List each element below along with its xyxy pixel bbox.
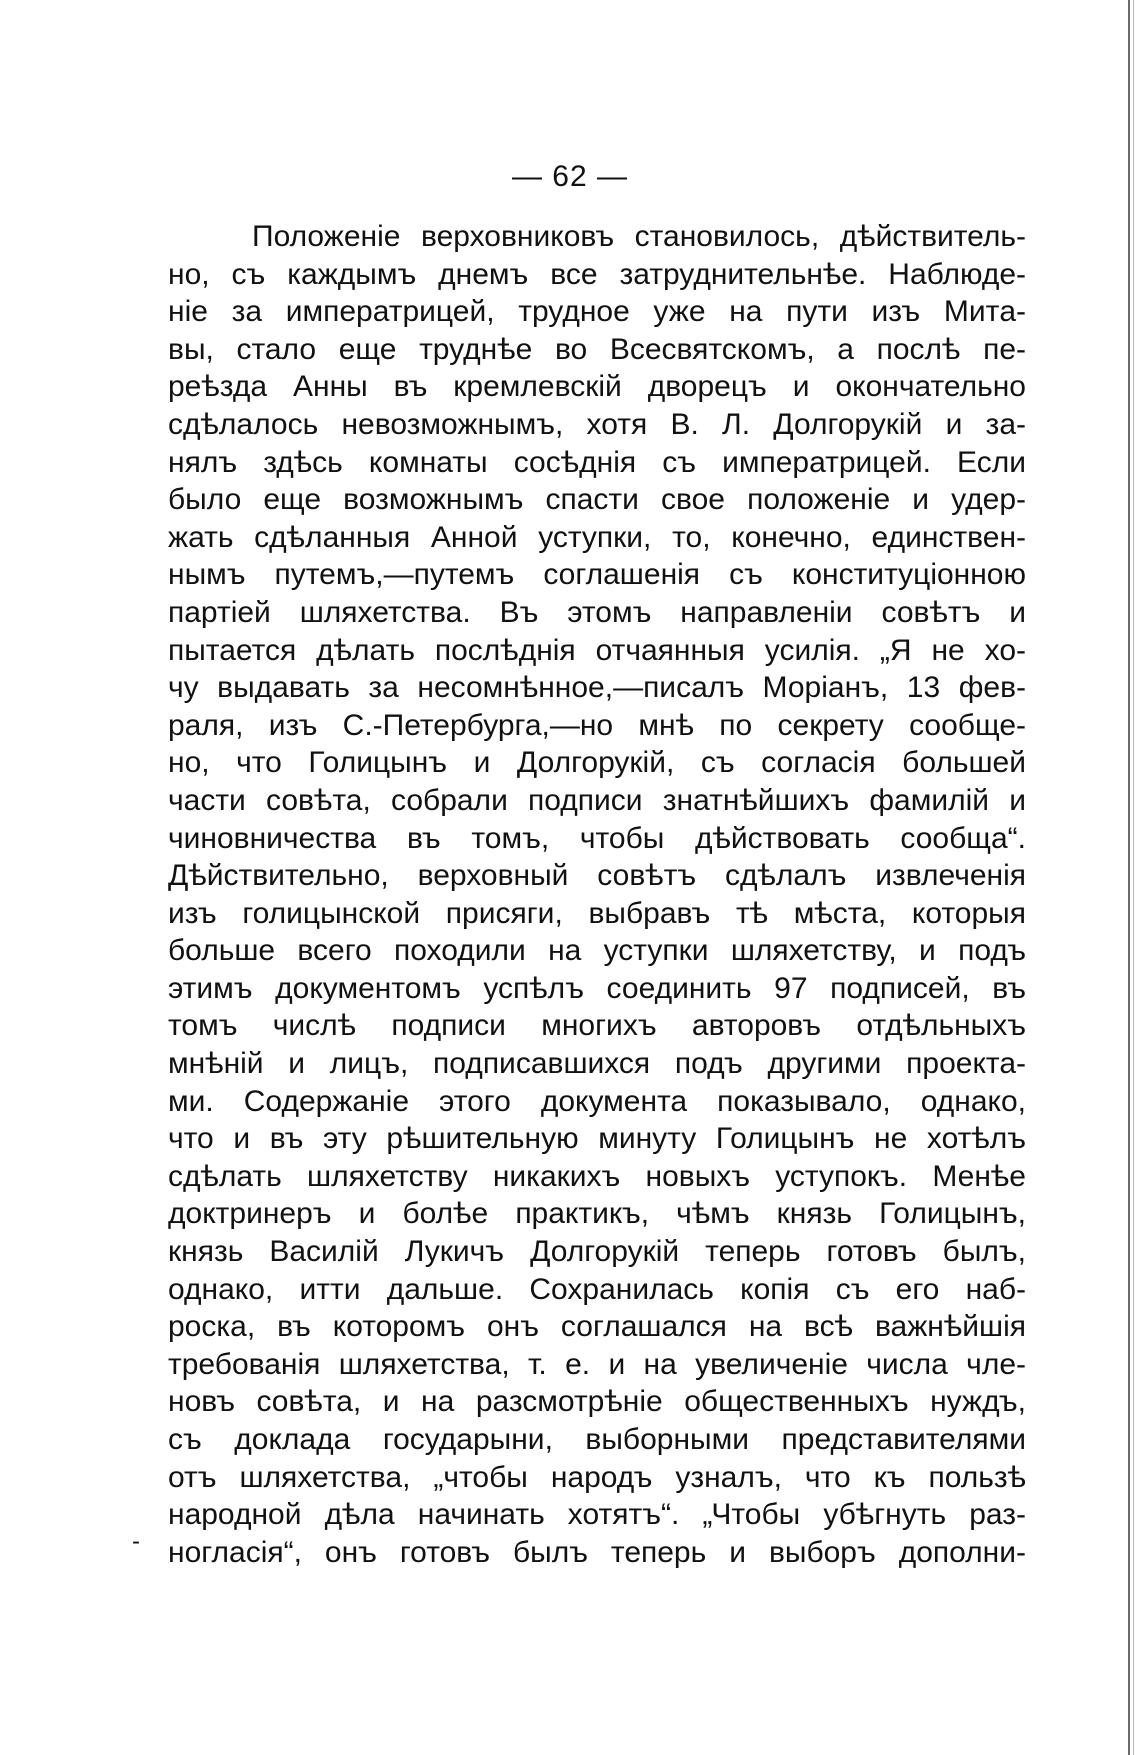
page-edge-line xyxy=(1128,0,1130,1755)
text-line: сдѣлалось невозможнымъ, хотя В. Л. Долгорукій и за- xyxy=(168,407,1026,441)
text-line: нымъ путемъ,—путемъ соглашенія съ конституціонною xyxy=(168,558,1026,592)
text-line: но, съ каждымъ днемъ все затруднительнѣе. Наблюде- xyxy=(168,257,1026,291)
text-line: но, что Голицынъ и Долгорукій, съ согласія большей xyxy=(168,746,1026,780)
text-line: требованія шляхетства, т. е. и на увеличеніе числа чле- xyxy=(168,1347,1026,1381)
text-line: князь Василій Лукичъ Долгорукій теперь готовъ былъ, xyxy=(168,1235,1026,1269)
text-line: пытается дѣлать послѣднія отчаянныя усилія. „Я не хо- xyxy=(168,633,1026,667)
text-line: что и въ эту рѣшительную минуту Голицынъ не хотѣлъ xyxy=(168,1122,1026,1156)
text-line: этимъ документомъ успѣлъ соединить 97 подписей, въ xyxy=(168,971,1026,1005)
page-edge-line-secondary xyxy=(1133,0,1134,1755)
text-line: ніе за императрицей, трудное уже на пути изъ Митa- xyxy=(168,295,1026,329)
text-line: сдѣлать шляхетству никакихъ новыхъ уступокъ. Менѣе xyxy=(168,1159,1026,1193)
text-line: раля, изъ С.-Петербурга,—но мнѣ по секрету сообще- xyxy=(168,708,1026,742)
text-line: ми. Содержаніе этого документа показывало, однако, xyxy=(168,1084,1026,1118)
text-line: роска, въ которомъ онъ соглашался на всѣ важнѣйшія xyxy=(168,1310,1026,1344)
text-line: Положеніе верховниковъ становилось, дѣйствитель- xyxy=(252,220,1026,253)
page-number: — 62 — xyxy=(511,160,629,193)
text-line: чу выдавать за несомнѣнное,—писалъ Моріанъ, 13 фев- xyxy=(168,671,1026,705)
text-line: чиновничества въ томъ, чтобы дѣйствовать сообща“. xyxy=(168,821,1026,855)
text-line: было еще возможнымъ спасти свое положеніе и удер- xyxy=(168,483,1026,517)
text-line: однако, итти дальше. Сохранилась копія съ его наб- xyxy=(168,1272,1026,1306)
text-line: ногласія“, онъ готовъ былъ теперь и выборъ дополни- xyxy=(168,1535,1026,1569)
text-line: доктринеръ и болѣе практикъ, чѣмъ князь Голицынъ, xyxy=(168,1197,1026,1231)
text-line: новъ совѣта, и на разсмотрѣніе общественныхъ нуждъ, xyxy=(168,1385,1026,1419)
text-line: нялъ здѣсь комнаты сосѣднія съ императрицей. Если xyxy=(168,445,1026,479)
margin-mark: - xyxy=(132,1528,140,1555)
text-line: изъ голицынской присяги, выбравъ тѣ мѣста, которыя xyxy=(168,896,1026,930)
text-line: части совѣта, собрали подписи знатнѣйшихъ фамилій и xyxy=(168,783,1026,817)
text-line: партіей шляхетства. Въ этомъ направленіи совѣтъ и xyxy=(168,595,1026,629)
text-line: вы, стало еще труднѣе во Всесвятскомъ, а послѣ пе- xyxy=(168,332,1026,366)
text-line: томъ числѣ подписи многихъ авторовъ отдѣльныхъ xyxy=(168,1009,1026,1043)
text-line: народной дѣла начинать хотятъ“. „Чтобы убѣгнуть раз- xyxy=(168,1498,1026,1532)
text-line: съ доклада государыни, выборными представителями xyxy=(168,1423,1026,1456)
text-line: больше всего походили на уступки шляхетству, и подъ xyxy=(168,934,1026,968)
text-line: жать сдѣланныя Анной уступки, то, конечно, единствен- xyxy=(168,520,1026,554)
text-line: отъ шляхетства, „чтобы народъ узналъ, что къ пользѣ xyxy=(168,1460,1026,1494)
text-line: реѣзда Анны въ кремлевскій дворецъ и окончательно xyxy=(168,370,1026,404)
text-line: Дѣйствительно, верховный совѣтъ сдѣлалъ извлеченія xyxy=(168,859,1026,893)
text-line: мнѣній и лицъ, подписавшихся подъ другими проекта- xyxy=(168,1047,1026,1081)
body-text xyxy=(168,218,1026,1571)
